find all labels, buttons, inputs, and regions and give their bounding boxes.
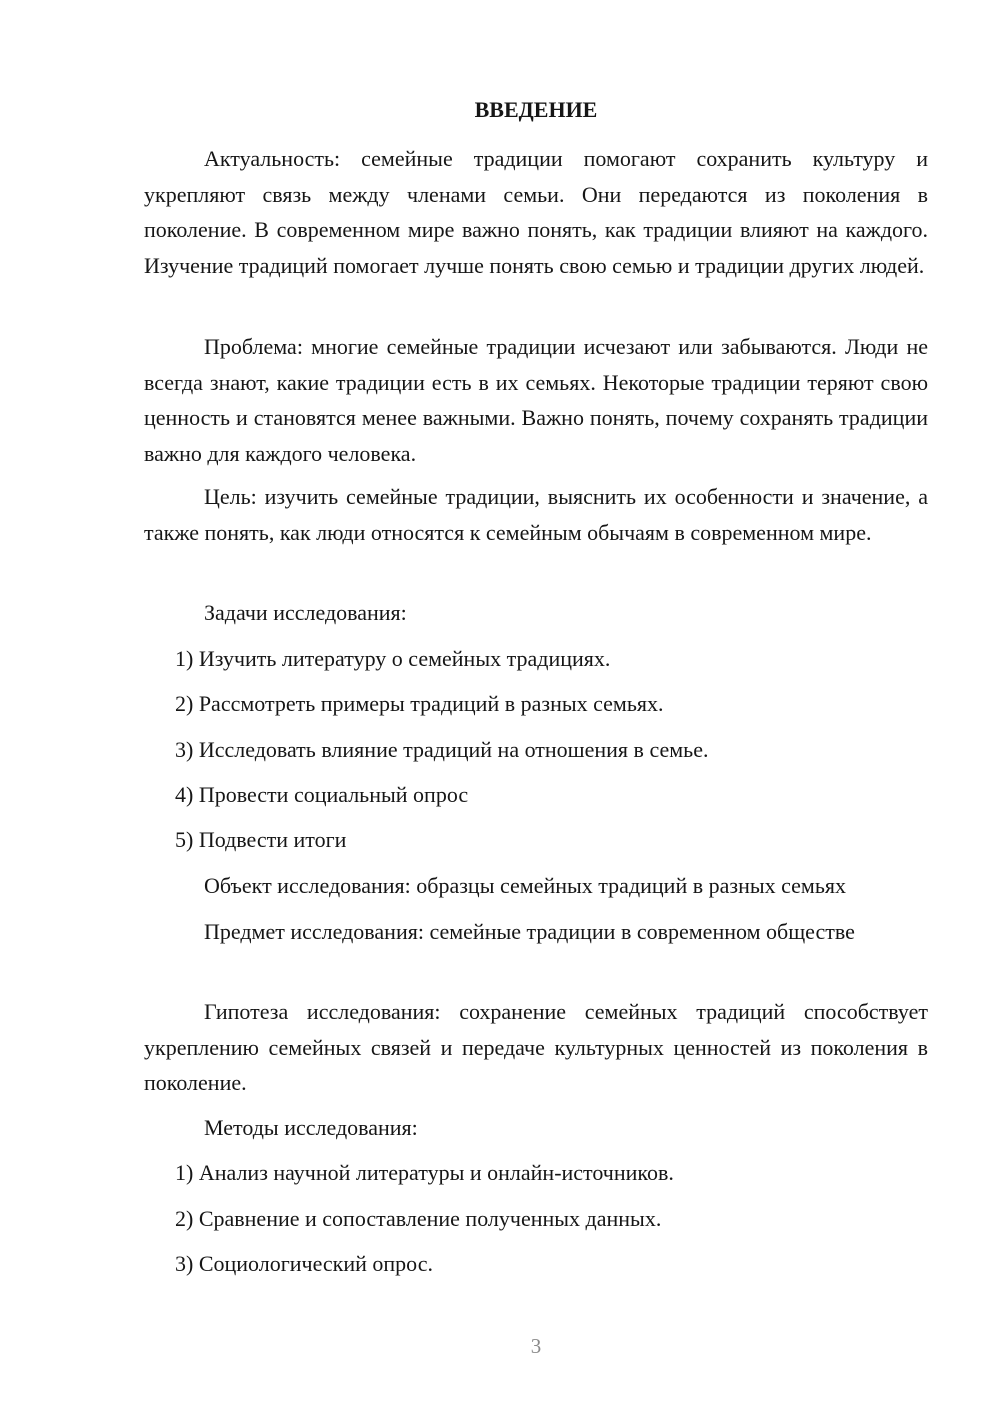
paragraph-relevance: Актуальность: семейные традиции помогают сохранить культуру и укрепляют связь между членами семьи. Они передаются из поколения в поколение. В современном мире важно понять, как традиции влияют на каждого. Изучение традиций помогает лучше понять свою семью и традиции других людей. (144, 146, 928, 278)
method-item-3: 3) Социологический опрос. (175, 1251, 433, 1276)
task-item-2: 2) Рассмотреть примеры традиций в разных семьях. (175, 691, 664, 716)
tasks-heading: Задачи исследования: (204, 600, 407, 625)
paragraph-object: Объект исследования: образцы семейных традиций в разных семьях (204, 873, 846, 898)
page-number: 3 (530, 1334, 542, 1358)
section-title: ВВЕДЕНИЕ (474, 97, 598, 122)
methods-heading: Методы исследования: (204, 1115, 418, 1140)
method-item-1: 1) Анализ научной литературы и онлайн-источников. (175, 1160, 674, 1185)
task-item-4: 4) Провести социальный опрос (175, 782, 469, 807)
task-item-5: 5) Подвести итоги (175, 827, 347, 852)
task-item-3: 3) Исследовать влияние традиций на отношения в семье. (175, 737, 709, 762)
paragraph-hypothesis: Гипотеза исследования: сохранение семейных традиций способствует укреплению семейных связей и передаче культурных ценностей из поколения в поколение. (144, 999, 928, 1095)
method-item-2: 2) Сравнение и сопоставление полученных данных. (175, 1206, 662, 1231)
task-item-1: 1) Изучить литературу о семейных традициях. (175, 646, 611, 671)
paragraph-subject: Предмет исследования: семейные традиции в современном обществе (204, 919, 855, 944)
paragraph-goal: Цель: изучить семейные традиции, выяснить их особенности и значение, а также понять, как люди относятся к семейным обычаям в современном мире. (144, 484, 928, 545)
paragraph-problem: Проблема: многие семейные традиции исчезают или забываются. Люди не всегда знают, какие традиции есть в их семьях. Некоторые традиции теряют свою ценность и становятся менее важными. Важно понять, почему сохранять традиции важно для каждого человека. (144, 334, 928, 466)
